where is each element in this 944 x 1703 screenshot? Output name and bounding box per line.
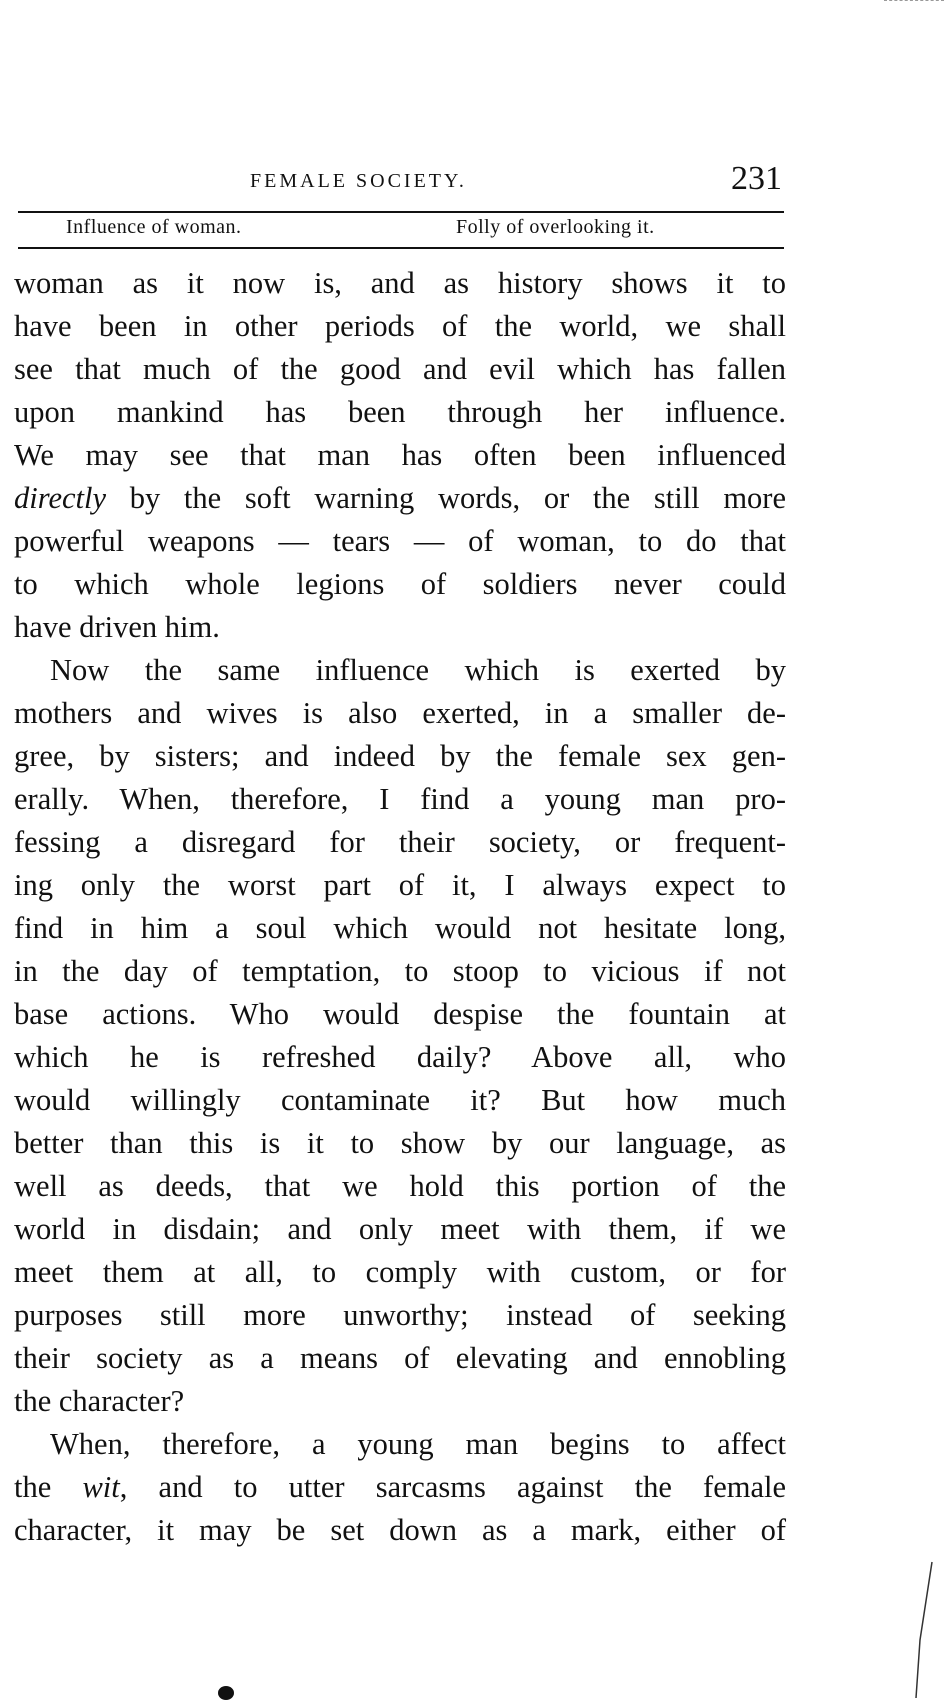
text-line: Now the same influence which is exerted by — [50, 653, 786, 687]
margin-scratch-mark — [906, 1560, 936, 1700]
text-line: woman as it now is, and as history shows it to — [14, 266, 786, 300]
text-line: their society as a means of elevating and ennobling — [14, 1341, 786, 1375]
text-line: character, it may be set down as a mark, either of — [14, 1513, 786, 1547]
text-line: better than this is it to show by our language, as — [14, 1126, 786, 1160]
text-line: have been in other periods of the world, we shall — [14, 309, 786, 343]
side-headings — [18, 212, 784, 246]
page-number: 231 — [731, 160, 782, 197]
paragraph-2 — [14, 649, 786, 1423]
text-line: the character? — [14, 1384, 185, 1418]
text-line: powerful weapons — tears — of woman, to do that — [14, 524, 786, 558]
emphasis: directly — [14, 481, 107, 515]
text-line: meet them at all, to comply with custom, or for — [14, 1255, 786, 1289]
text-line: to which whole legions of soldiers never could — [14, 567, 786, 601]
corner-mark — [884, 0, 944, 5]
text-line: find in him a soul which would not hesitate long, — [14, 911, 786, 945]
text-line: ing only the worst part of it, I always expect to — [14, 868, 786, 902]
text-line: in the day of temptation, to stoop to vicious if not — [14, 954, 786, 988]
text-line: erally. When, therefore, I find a young man pro- — [14, 782, 786, 816]
text-line: upon mankind has been through her influence. — [14, 395, 786, 429]
side-heading-left: Influence of woman. — [66, 216, 242, 238]
text-line: We may see that man has often been influenced — [14, 438, 786, 472]
text-line: would willingly contaminate it? But how much — [14, 1083, 786, 1117]
text-line: When, therefore, a young man begins to affect — [50, 1427, 786, 1461]
paragraph-3 — [14, 1423, 786, 1552]
text-line: world in disdain; and only meet with them, if we — [14, 1212, 786, 1246]
side-heading-right: Folly of overlooking it. — [456, 216, 655, 238]
text-line: base actions. Who would despise the fountain at — [14, 997, 786, 1031]
header-rule-bottom — [18, 247, 784, 249]
text-line: well as deeds, that we hold this portion of the — [14, 1169, 786, 1203]
body-text — [14, 262, 786, 1552]
running-head — [18, 160, 784, 200]
text-line: mothers and wives is also exerted, in a smaller de- — [14, 696, 786, 730]
text-line: have driven him. — [14, 610, 220, 644]
text-line: directly by the soft warning words, or the still more — [14, 481, 786, 515]
ink-blot — [218, 1686, 234, 1700]
text-line: fessing a disregard for their society, or frequent- — [14, 825, 786, 859]
running-title: FEMALE SOCIETY. — [250, 170, 467, 192]
text-line: gree, by sisters; and indeed by the female sex gen- — [14, 739, 786, 773]
text-line: which he is refreshed daily? Above all, who — [14, 1040, 786, 1074]
text-line: the wit, and to utter sarcasms against the female — [14, 1470, 787, 1504]
text-line: see that much of the good and evil which has fallen — [14, 352, 786, 386]
text-line: purposes still more unworthy; instead of seeking — [14, 1298, 786, 1332]
emphasis: wit — [82, 1470, 120, 1504]
paragraph-1 — [14, 262, 786, 649]
